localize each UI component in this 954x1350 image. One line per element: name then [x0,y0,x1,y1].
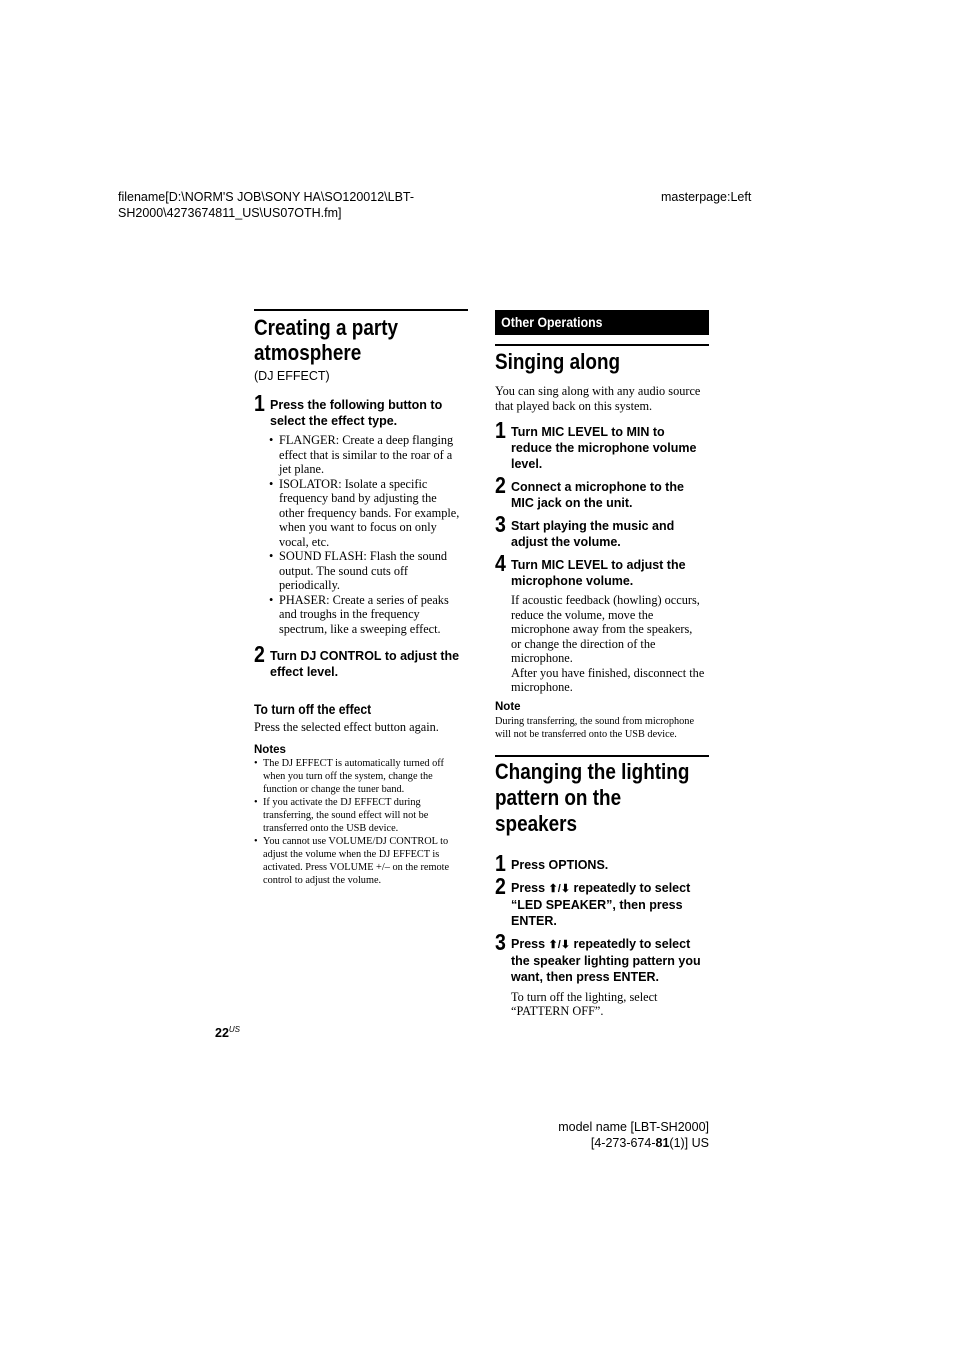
step-number: 4 [495,550,506,576]
line: You cannot use VOLUME/DJ CONTROL to [263,835,449,847]
line: “PATTERN OFF”. [511,1004,604,1018]
effect-list [254,433,468,636]
code-line [500,1135,709,1151]
line [511,936,709,953]
line: when you turn off the system, change the [263,770,433,782]
line: periodically. [279,578,341,592]
section-title-party [254,315,468,365]
singing-intro [495,384,709,413]
line: want, then press ENTER. [511,969,659,984]
line: microphone. [511,651,573,665]
step-number: 3 [495,511,506,537]
up-down-arrows-icon: ⬆/⬇ [548,882,571,895]
list-item-sound-flash: • SOUND FLASH: Flash the sound output. The sound cuts off periodically. [254,549,468,593]
line: Turn MIC LEVEL to MIN to [511,425,665,439]
right-column [495,310,709,1019]
press-text: Press [511,880,546,895]
line: activated. Press VOLUME +/– on the remote [263,861,450,873]
line: MIC jack on the unit. [511,496,633,510]
line: when you want to focus on only [279,520,437,534]
line [511,880,709,897]
singing-step-4 [495,550,709,589]
line: If acoustic feedback (howling) occurs, [511,593,700,607]
line: control to adjust the volume. [263,874,382,886]
singing-title: Singing along [495,349,621,374]
up-down-arrows-icon: ⬆/⬇ [548,938,571,951]
subtitle-dj-effect: (DJ EFFECT) [254,369,330,383]
step-number: 1 [495,849,506,876]
list-item-isolator: • ISOLATOR: Isolate a specific frequency band by adjusting the other frequency bands. For example, when you want to focus on only vocal, etc. [254,477,468,550]
filename-line-2: SH2000\4273674811_US\US07OTH.fm] [118,206,342,220]
code-post: (1)] US [669,1136,709,1150]
line: microphone. [511,680,573,694]
note-item: • The DJ EFFECT is automatically turned off when you turn off the system, change the function or change the tuner band. [254,757,468,796]
feedback-text [495,593,709,695]
repeat-text: repeatedly to select [573,936,691,951]
line: If you activate the DJ EFFECT during [263,796,421,808]
line: frequency band by adjusting the [279,491,437,505]
list-item-flanger: • FLANGER: Create a deep flanging effect that is similar to the roar of a jet plane. [254,433,468,477]
line: that played back on this system. [495,398,653,413]
line: jet plane. [279,462,325,476]
line: PHASER: Create a series of peaks [279,592,449,607]
line: To turn off the lighting, select [511,989,658,1004]
lighting-off-text [495,990,709,1019]
line: transferred onto the USB device. [263,822,399,834]
note-item: • You cannot use VOLUME/DJ CONTROL to adjust the volume when the DJ EFFECT is activated. Press VOLUME +/– on the remote control to adjust the volume. [254,835,468,887]
filename-line-1: filename[D:\NORM'S JOB\SONY HA\SO120012\LBT- [118,190,415,204]
lighting-step-3 [495,928,709,985]
line: microphone away from the speakers, [511,622,693,636]
turn-off-heading: To turn off the effect [254,702,372,717]
turn-off-text: Press the selected effect button again. [254,720,439,734]
notes-label: Notes [254,743,286,756]
title-rule [254,309,468,311]
line: adjust the volume when the DJ EFFECT is [263,848,440,860]
line: or change the direction of the [511,636,656,651]
line: reduce the microphone volume [511,441,697,455]
step-text: Turn DJ CONTROL to adjust the effect level. [270,649,460,679]
model-line: model name [LBT-SH2000] [558,1120,709,1134]
list-item-phaser: • PHASER: Create a series of peaks and troughs in the frequency spectrum, like a sweeping effect. [254,593,468,637]
filename-header [118,189,414,221]
left-column [254,309,468,887]
press-text: Press [511,936,546,951]
line: During transferring, the sound from microphone [495,715,695,727]
step-number: 2 [495,472,506,498]
note-text [495,715,709,741]
title-line-1: Creating a party [254,315,399,340]
line: the speaker lighting pattern you [511,953,701,968]
line: reduce the volume, move the [511,607,654,622]
notes-list [254,757,468,887]
line: ENTER. [511,913,557,928]
step-number: 3 [495,928,506,955]
line: transferring, the sound effect will not be [263,809,429,821]
page-number-suffix: US [228,1025,241,1034]
note-label: Note [495,700,521,713]
banner-text: Other Operations [501,314,603,330]
step-2 [254,641,468,680]
title-line: speakers [495,810,578,836]
step-text: Press the following button to select the effect type. [270,398,443,428]
model-footer [500,1119,709,1151]
line: The DJ EFFECT is automatically turned off [263,757,444,769]
line: You can sing along with any audio source [495,384,701,398]
step-number: 1 [495,417,506,443]
lighting-step-2 [495,872,709,929]
title-rule [495,755,709,757]
singing-step-2 [495,472,709,511]
line: Turn MIC LEVEL to adjust the [511,558,686,572]
line: output. The sound cuts off [279,563,408,578]
step-1 [254,390,468,429]
line: ISOLATOR: Isolate a specific [279,476,428,491]
lighting-title [495,759,709,837]
line: spectrum, like a sweeping effect. [279,621,441,636]
line: vocal, etc. [279,534,330,549]
line: FLANGER: Create a deep flanging [279,433,454,447]
code-bold: 81 [655,1136,670,1150]
page-number-value: 22 [215,1026,229,1041]
title-line-2: atmosphere [254,340,362,365]
line: level. [511,457,543,471]
line: “LED SPEAKER”, then press [511,897,683,912]
title-line: Changing the lighting [495,758,690,784]
singing-step-1 [495,417,709,472]
line: will not be transferred onto the USB device. [495,728,677,740]
title-rule [495,344,709,346]
lighting-step-1 [495,849,709,876]
line: Connect a microphone to the [511,480,684,494]
title-line: pattern on the [495,784,622,810]
line: other frequency bands. For example, [279,505,460,520]
line: Press OPTIONS. [511,857,609,872]
line: effect that is similar to the roar of a [279,447,453,462]
masterpage-label: masterpage:Left [661,190,752,204]
line: and troughs in the frequency [279,607,420,621]
line: After you have finished, disconnect the [511,665,705,680]
page-number [215,1025,240,1040]
line: adjust the volume. [511,535,621,549]
step-number: 2 [495,872,506,899]
repeat-text: repeatedly to select [573,880,691,895]
step-number: 1 [254,390,265,416]
line: Start playing the music and [511,519,675,533]
step-number: 2 [254,641,265,667]
singing-step-3 [495,511,709,550]
line: microphone volume. [511,574,634,588]
note-item: • If you activate the DJ EFFECT during transferring, the sound effect will not be transferred onto the USB device. [254,796,468,835]
code-pre: [4-273-674- [590,1136,656,1150]
line: function or change the tuner band. [263,783,405,795]
line: SOUND FLASH: Flash the sound [279,549,448,563]
section-banner [495,310,709,335]
